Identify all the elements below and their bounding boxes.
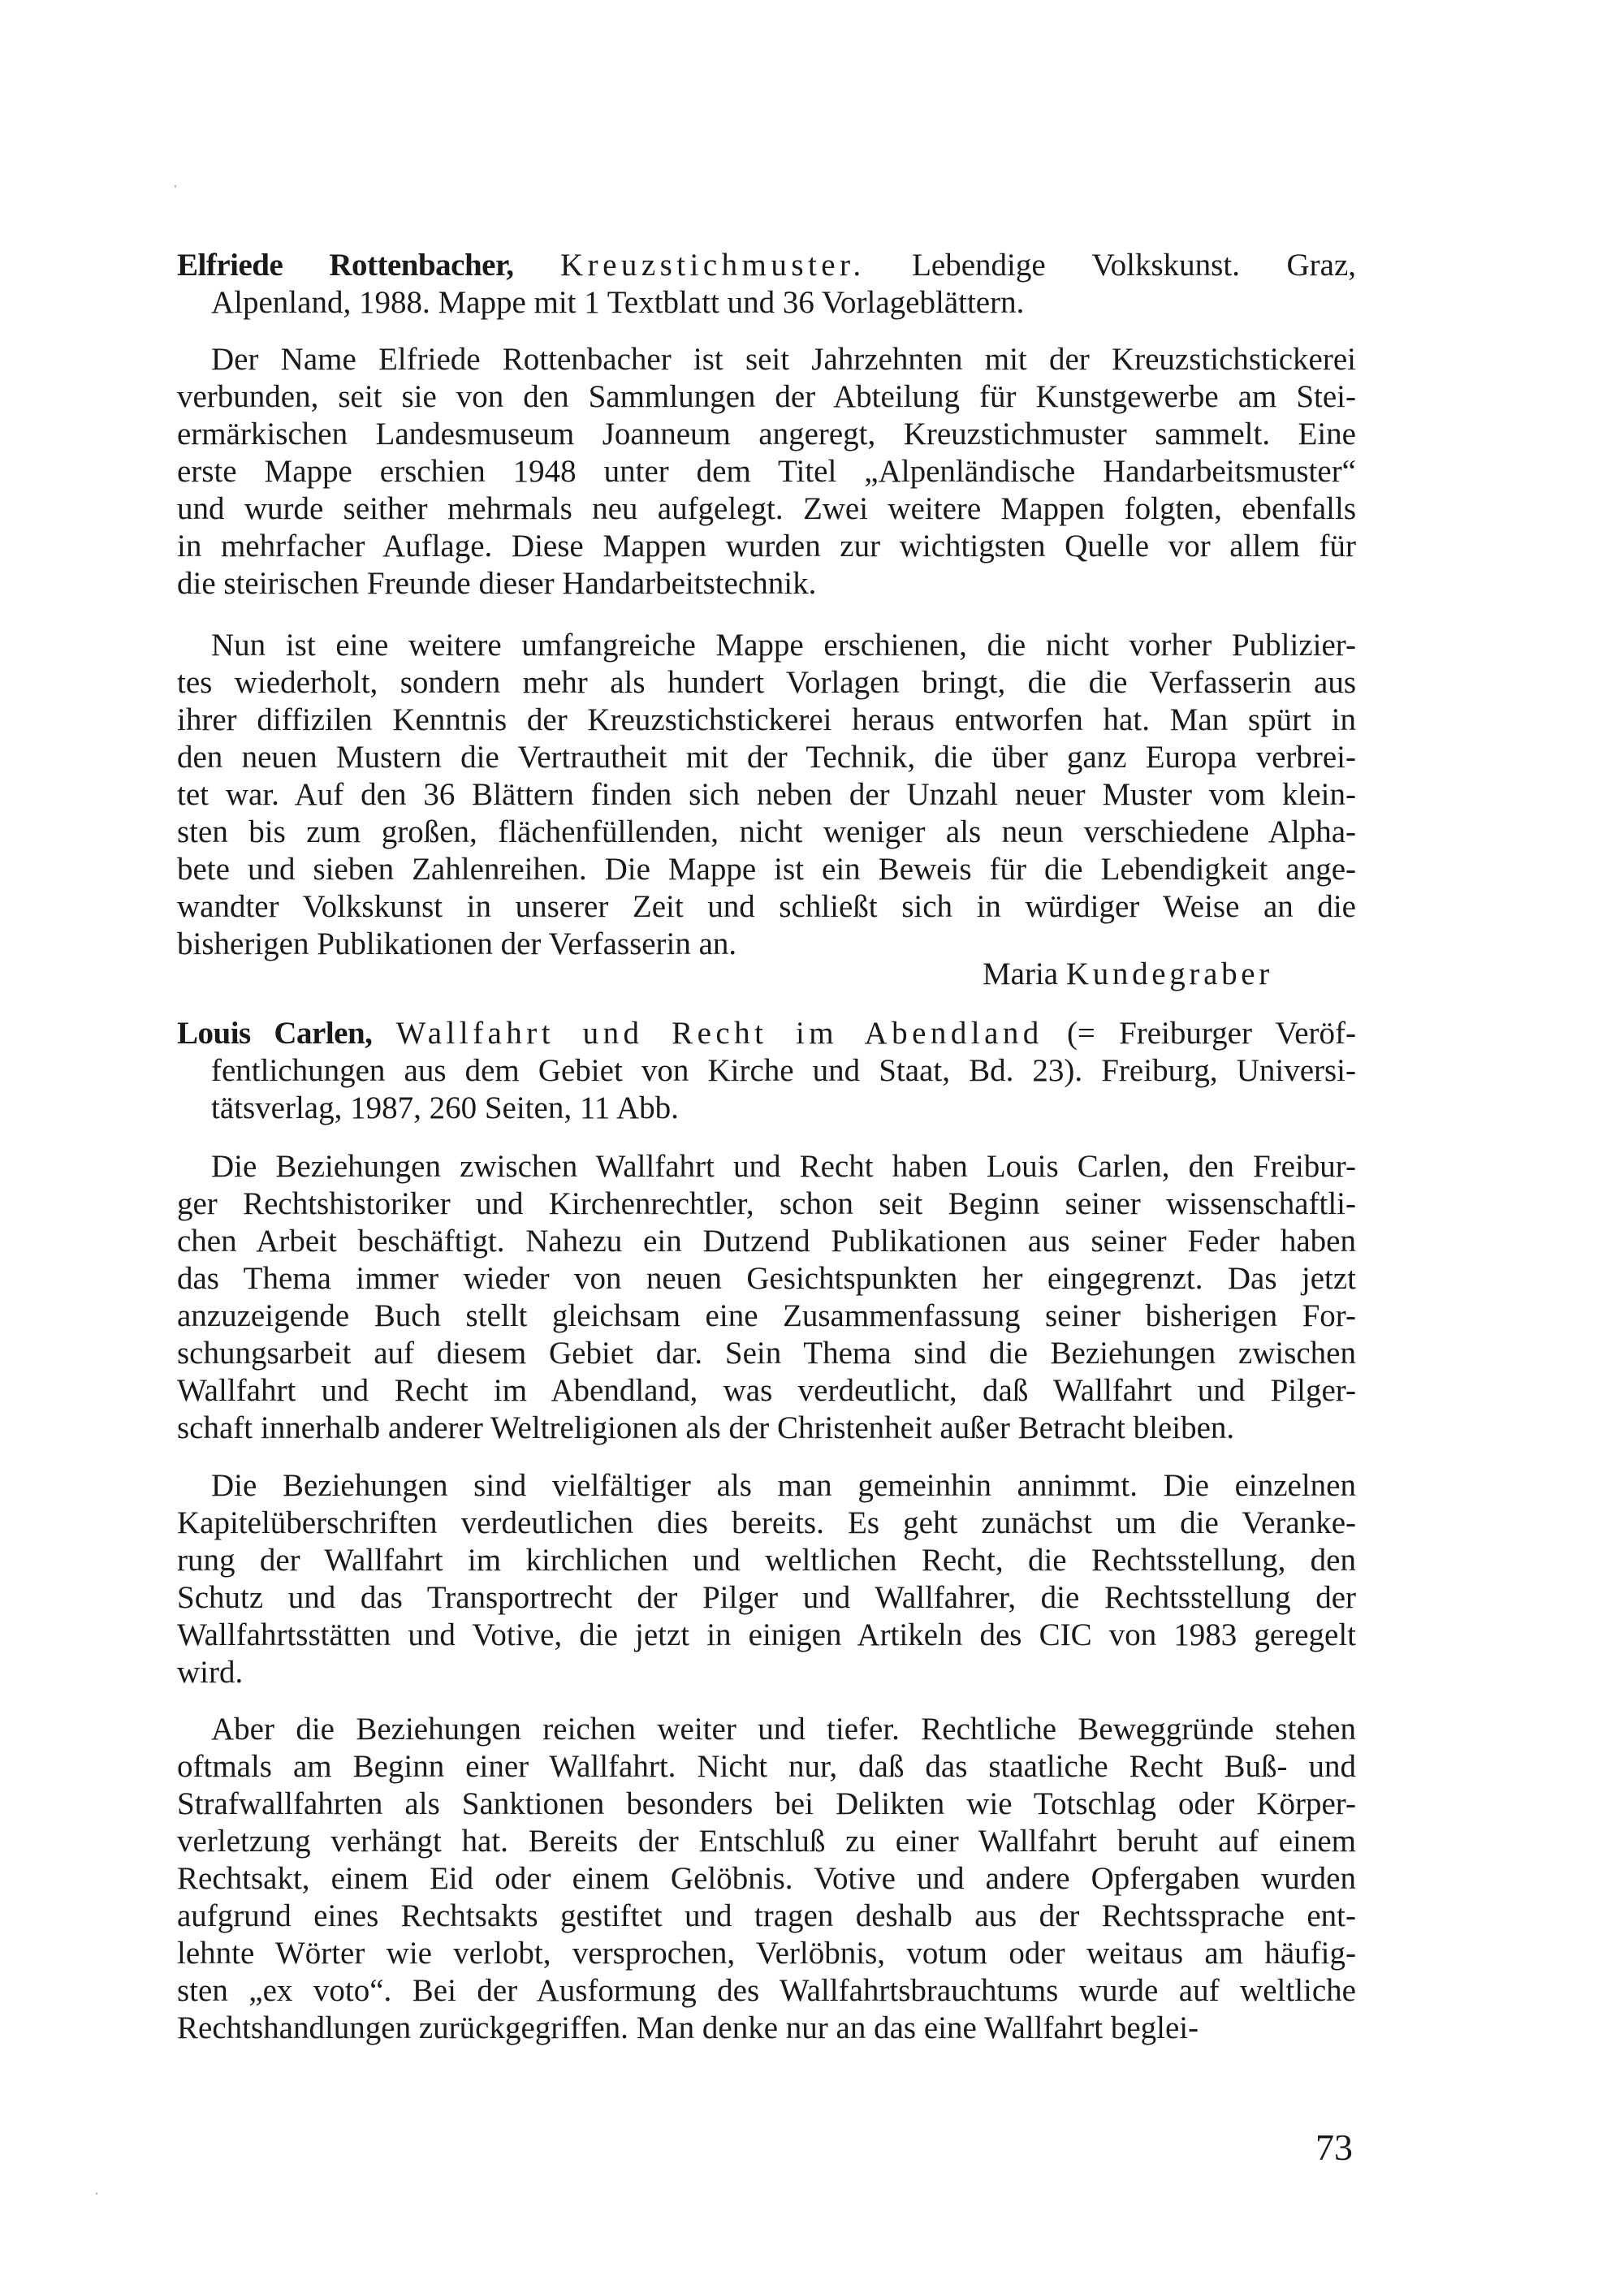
text-line: wird. (177, 1655, 244, 1690)
text-line: verletzung verhängt hat. Bereits der Entschluß zu einer Wallfahrt beruht auf einem (177, 1824, 1356, 1859)
book-title: Wallfahrt und Recht im Abendland (395, 1016, 1043, 1051)
review-paragraph (177, 1148, 1356, 1447)
text-line: ger Rechtshistoriker und Kirchenrechtler, schon seit Beginn seiner wissenschaftli- (177, 1186, 1356, 1221)
text-line: den neuen Mustern die Vertrautheit mit der Technik, die über ganz Europa verbrei- (177, 740, 1356, 775)
text-line: Strafwallfahrten als Sanktionen besonders bei Delikten wie Totschlag oder Körper- (177, 1786, 1356, 1821)
review-paragraph (177, 627, 1356, 963)
reviewer-first-name: Maria (983, 956, 1059, 991)
scan-speck (175, 185, 176, 188)
author-name: Elfriede Rottenbacher, (177, 248, 514, 283)
text-line: bete und sieben Zahlenreihen. Die Mappe ist ein Beweis für die Lebendigkeit ange- (177, 852, 1356, 887)
text-line: Schutz und das Transportrecht der Pilger und Wallfahrer, die Rechtsstellung der (177, 1580, 1356, 1615)
text-line: Die Beziehungen zwischen Wallfahrt und Recht haben Louis Carlen, den Freibur- (211, 1149, 1356, 1184)
review-heading-carlen (177, 1015, 1356, 1127)
text-line: schungsarbeit auf diesem Gebiet dar. Sein Thema sind die Beziehungen zwischen (177, 1336, 1356, 1371)
text-line: ermärkischen Landesmuseum Joanneum angeregt, Kreuzstichmuster sammelt. Eine (177, 417, 1356, 451)
text-line: schaft innerhalb anderer Weltreligionen als der Christenheit außer Betracht bleiben. (177, 1410, 1235, 1445)
text-line: Rechtshandlungen zurückgegriffen. Man denke nur an das eine Wallfahrt beglei- (177, 2010, 1199, 2045)
text-line: tes wiederholt, sondern mehr als hundert Vorlagen bringt, die die Verfasserin aus (177, 665, 1356, 700)
heading-line (177, 1015, 1356, 1052)
text-line: oftmals am Beginn einer Wallfahrt. Nicht nur, daß das staatliche Recht Buß- und (177, 1749, 1356, 1784)
text-line: sten bis zum großen, flächenfüllenden, nicht weniger als neun verschiedene Alpha- (177, 814, 1356, 849)
text-line: Nun ist eine weitere umfangreiche Mappe erschienen, die nicht vorher Publizier- (211, 628, 1356, 663)
review-paragraph (177, 1467, 1356, 1691)
text-line: und wurde seither mehrmals neu aufgelegt. Zwei weitere Mappen folgten, ebenfalls (177, 491, 1356, 526)
heading-line: tätsverlag, 1987, 260 Seiten, 11 Abb. (211, 1090, 679, 1125)
text-line: chen Arbeit beschäftigt. Nahezu ein Dutzend Publikationen aus seiner Feder haben (177, 1224, 1356, 1259)
author-name: Louis Carlen, (177, 1016, 373, 1051)
text-line: Wallfahrtsstätten und Votive, die jetzt in einigen Artikeln des CIC von 1983 geregelt (177, 1617, 1356, 1652)
text-line: aufgrund eines Rechtsakts gestiftet und tragen deshalb aus der Rechtssprache ent- (177, 1898, 1356, 1933)
text-line: die steirischen Freunde dieser Handarbeitstechnik. (177, 566, 817, 601)
text-line: verbunden, seit sie von den Sammlungen der Abteilung für Kunstgewerbe am Stei- (177, 379, 1356, 414)
text-line: ihrer diffizilen Kenntnis der Kreuzstichstickerei heraus entworfen hat. Man spürt in (177, 702, 1356, 737)
publication-details: Lebendige Volkskunst. Graz, (912, 248, 1357, 283)
reviewer-last-name: Kundegraber (1065, 956, 1273, 991)
text-line: Kapitelüberschriften verdeutlichen dies bereits. Es geht zunächst um die Veranke- (177, 1505, 1356, 1540)
text-line: tet war. Auf den 36 Blättern finden sich neben der Unzahl neuer Muster vom klein- (177, 777, 1356, 812)
review-paragraph (177, 1711, 1356, 2047)
review-paragraph (177, 341, 1356, 602)
reviewer-signature (983, 956, 1273, 993)
text-line: lehnte Wörter wie verlobt, versprochen, Verlöbnis, votum oder weitaus am häufig- (177, 1936, 1356, 1971)
page-number: 73 (1315, 2127, 1353, 2168)
book-title: Kreuzstichmuster. (560, 248, 866, 283)
text-line: in mehrfacher Auflage. Diese Mappen wurden zur wichtigsten Quelle vor allem für (177, 529, 1356, 564)
review-heading-rottenbacher (177, 247, 1356, 322)
text-line: das Thema immer wieder von neuen Gesichtspunkten her eingegrenzt. Das jetzt (177, 1261, 1356, 1296)
heading-line (177, 247, 1356, 284)
text-line: Wallfahrt und Recht im Abendland, was verdeutlicht, daß Wallfahrt und Pilger- (177, 1373, 1356, 1408)
heading-line: Alpenland, 1988. Mappe mit 1 Textblatt und 36 Vorlageblättern. (211, 285, 1025, 320)
scan-speck (96, 2192, 97, 2195)
text-line: bisherigen Publikationen der Verfasserin an. (177, 926, 737, 961)
text-line: Rechtsakt, einem Eid oder einem Gelöbnis. Votive und andere Opfergaben wurden (177, 1861, 1356, 1896)
text-line: Der Name Elfriede Rottenbacher ist seit Jahrzehnten mit der Kreuzstichstickerei (211, 342, 1356, 377)
text-line: erste Mappe erschien 1948 unter dem Titel „Alpenländische Handarbeitsmuster“ (177, 454, 1356, 489)
text-line: sten „ex voto“. Bei der Ausformung des Wallfahrtsbrauchtums wurde auf weltliche (177, 1973, 1356, 2008)
heading-line: fentlichungen aus dem Gebiet von Kirche und Staat, Bd. 23). Freiburg, Universi- (211, 1053, 1356, 1088)
text-line: Aber die Beziehungen reichen weiter und tiefer. Rechtliche Beweggründe stehen (211, 1712, 1356, 1747)
text-line: wandter Volkskunst in unserer Zeit und schließt sich in würdiger Weise an die (177, 889, 1356, 924)
text-line: rung der Wallfahrt im kirchlichen und weltlichen Recht, die Rechtsstellung, den (177, 1543, 1356, 1578)
publication-details: (= Freiburger Veröf- (1066, 1016, 1357, 1051)
text-line: Die Beziehungen sind vielfältiger als man gemeinhin annimmt. Die einzelnen (211, 1468, 1356, 1503)
text-line: anzuzeigende Buch stellt gleichsam eine Zusammenfassung seiner bisherigen For- (177, 1298, 1356, 1333)
